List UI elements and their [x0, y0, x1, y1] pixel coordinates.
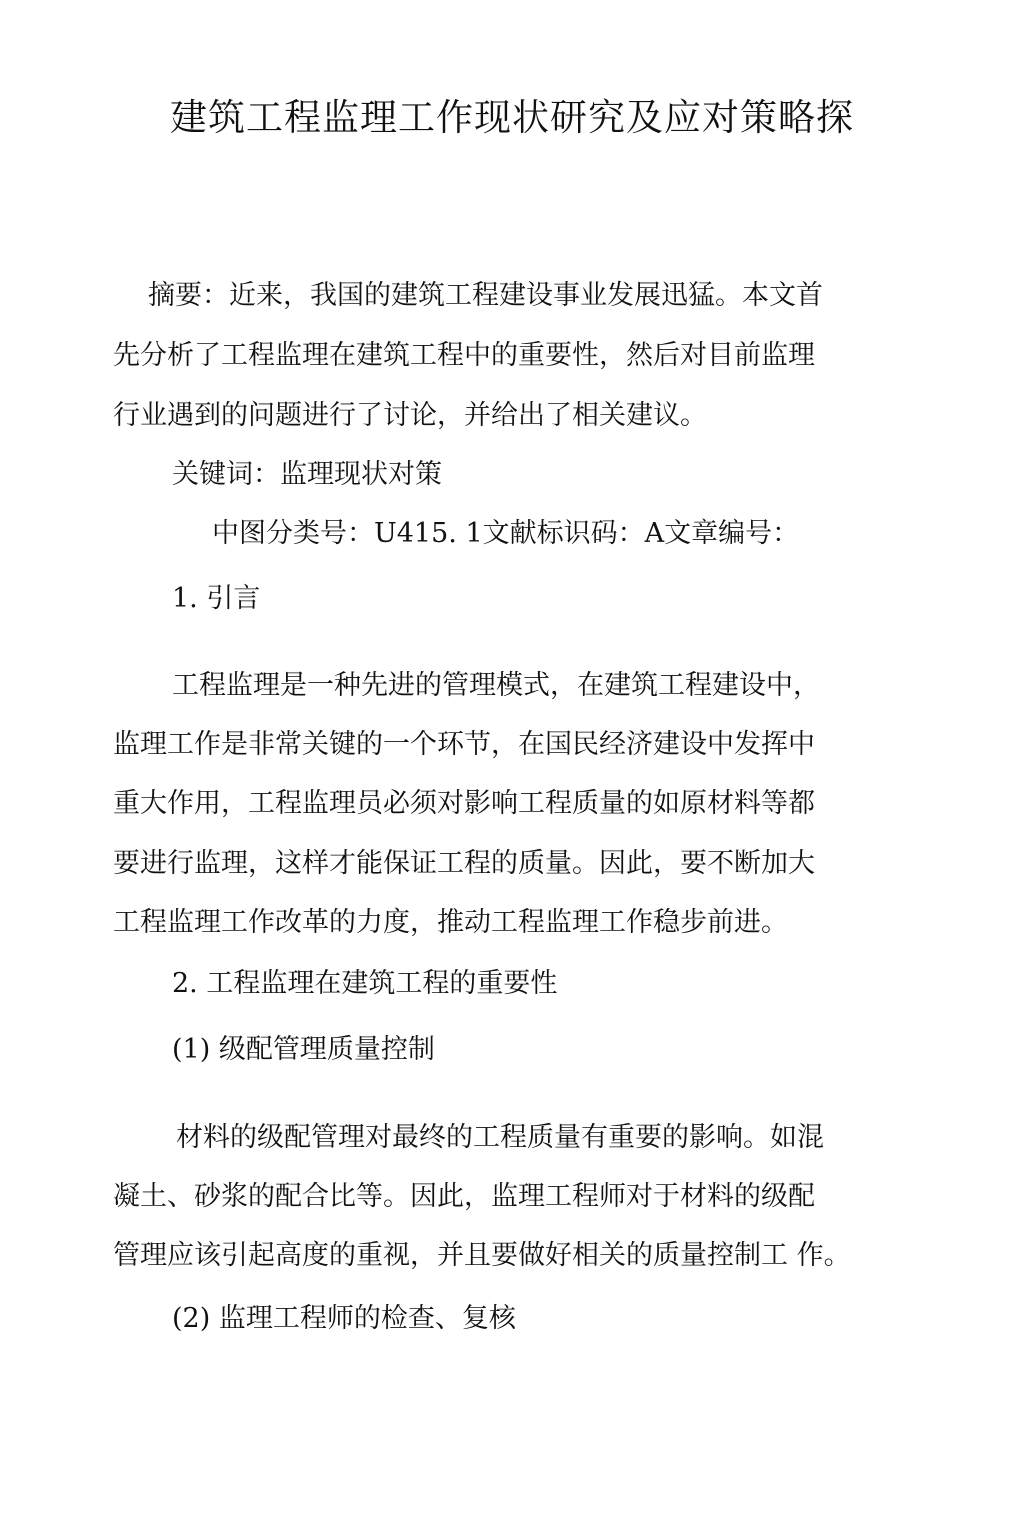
section1-paragraph-line-3: 重大作用，工程监理员必须对影响工程质量的如原材料等都: [113, 788, 815, 819]
abstract-line-3: 行业遇到的问题进行了讨论，并给出了相关建议。: [113, 400, 707, 431]
keywords-line: 关键词：监理现状对策: [172, 459, 442, 490]
section1-heading: 1. 引言: [172, 583, 261, 614]
section1-paragraph-line-5: 工程监理工作改革的力度，推动工程监理工作稳步前进。: [113, 907, 788, 938]
classification-line: 中图分类号：U415. 1文献标识码：A文章编号：: [212, 518, 800, 549]
subsection1-paragraph-line-3: 管理应该引起高度的重视，并且要做好相关的质量控制工 作。: [113, 1240, 851, 1271]
section1-paragraph-line-2: 监理工作是非常关键的一个环节，在国民经济建设中发挥中: [113, 729, 815, 760]
subsection2-heading: (2) 监理工程师的检查、复核: [172, 1303, 516, 1334]
document-title: 建筑工程监理工作现状研究及应对策略探: [170, 96, 854, 139]
section1-paragraph-line-4: 要进行监理，这样才能保证工程的质量。因此，要不断加大: [113, 848, 815, 879]
subsection1-paragraph-line-1: 材料的级配管理对最终的工程质量有重要的影响。如混: [176, 1122, 824, 1153]
subsection1-heading: (1) 级配管理质量控制: [172, 1034, 435, 1065]
subsection1-paragraph-line-2: 凝土、砂浆的配合比等。因此，监理工程师对于材料的级配: [113, 1181, 815, 1212]
section1-paragraph-line-1: 工程监理是一种先进的管理模式，在建筑工程建设中，: [172, 670, 820, 701]
abstract-line-1: 摘要：近来，我国的建筑工程建设事业发展迅猛。本文首: [148, 280, 823, 311]
section2-heading: 2. 工程监理在建筑工程的重要性: [172, 968, 558, 999]
abstract-line-2: 先分析了工程监理在建筑工程中的重要性，然后对目前监理: [113, 340, 815, 371]
